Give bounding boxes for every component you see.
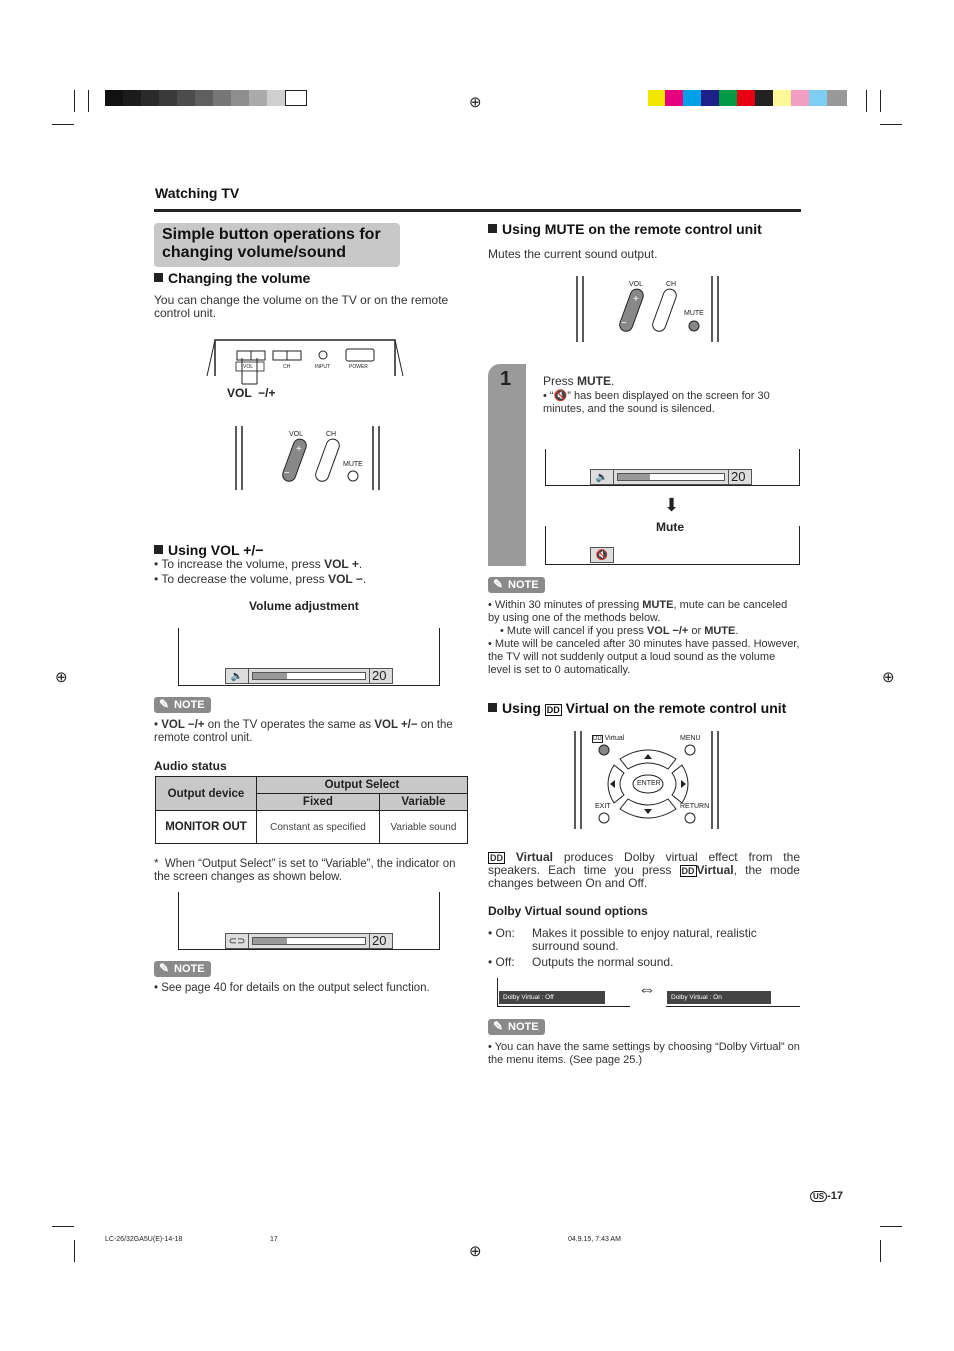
cell-variable: Variable sound	[379, 811, 467, 844]
registration-target-icon: ⊕	[882, 669, 895, 686]
mute-volume-value: 20	[728, 470, 751, 484]
virtual-button-label: DD Virtual	[593, 735, 625, 742]
region-badge: US	[810, 1191, 827, 1202]
registration-target-icon: ⊕	[469, 1243, 482, 1260]
svg-text:+: +	[296, 444, 302, 455]
vol-bullet-increase: • To increase the volume, press VOL +.	[154, 557, 363, 571]
virtual-option-off: • Off: Outputs the normal sound.	[488, 955, 674, 969]
dolby-icon: DD	[490, 853, 503, 863]
remote-vol-illustration	[233, 424, 383, 494]
col-variable: Variable	[379, 794, 467, 811]
enter-button-label: ENTER	[637, 780, 661, 787]
note3-bullet2: • Mute will be canceled after 30 minutes have passed. However, the TV will not suddenly output a loud sound as the volume level is set to 0 automatically.	[488, 638, 800, 676]
note3-subbullet: • Mute will cancel if you press VOL −/+ or MUTE.	[500, 625, 739, 637]
step-number: 1	[500, 368, 512, 390]
dolby-icon: DD	[546, 705, 560, 715]
volume-adjustment-title: Volume adjustment	[249, 599, 359, 613]
output-value: 20	[369, 934, 392, 948]
row-monitor-out: MONITOR OUT	[156, 811, 257, 844]
note-badge: ✎ NOTE	[488, 1019, 545, 1035]
audio-status-table	[155, 776, 468, 844]
page-title-line1: Simple button operations for	[162, 226, 381, 243]
note-badge: ✎ NOTE	[154, 961, 211, 977]
header-rule	[154, 209, 801, 212]
mute-intro: Mutes the current sound output.	[488, 247, 658, 261]
footer-datetime: 04.9.15, 7:43 AM	[568, 1236, 621, 1243]
step-bar	[488, 364, 526, 566]
heading-using-vol: Using VOL +/−	[154, 542, 263, 558]
note3-bullet1: • Within 30 minutes of pressing MUTE, mute can be canceled by using one of the methods below.	[488, 599, 788, 624]
cell-fixed: Constant as specified	[257, 811, 380, 844]
return-button-label: RETURN	[680, 803, 710, 810]
col-fixed: Fixed	[257, 794, 380, 811]
virtual-option-on: • On: Makes it possible to enjoy natural, realistic surround sound.	[488, 926, 757, 953]
page-number: US -17	[810, 1190, 843, 1202]
speaker-icon: 🔈	[226, 669, 249, 683]
note2-bullet: • See page 40 for details on the output select function.	[154, 982, 430, 994]
svg-text:−: −	[284, 468, 290, 479]
heading-using-virtual: Using DD Virtual on the remote control unit	[488, 700, 786, 716]
speaker-icon: 🔈	[591, 470, 614, 484]
mute-remote-label-ch: CH	[666, 281, 677, 288]
output-osd	[225, 933, 393, 949]
remote-mute-illustration	[572, 274, 724, 344]
vol-bullet-decrease: • To decrease the volume, press VOL −.	[154, 572, 367, 586]
audio-status-heading: Audio status	[154, 759, 227, 773]
mute-remote-label-vol: VOL	[629, 281, 644, 288]
col-output-select: Output Select	[257, 777, 468, 794]
audio-footnote: * When “Output Select” is set to “Variable”, the indicator on the screen changes as shown below.	[154, 858, 456, 883]
step-text: Press MUTE.	[543, 374, 615, 388]
mute-icon: 🔇	[595, 549, 609, 561]
panel-label-input: INPUT	[315, 364, 330, 370]
osd-virtual-off: Dolby Virtual : Off	[499, 991, 605, 1004]
section-title: Watching TV	[155, 185, 240, 201]
note-badge: ✎ NOTE	[154, 697, 211, 713]
mute-screen-after	[545, 526, 800, 565]
mute-osd-before	[590, 469, 752, 485]
mute-volume-bar	[617, 473, 725, 481]
volume-osd	[225, 668, 393, 684]
volume-value: 20	[369, 669, 392, 683]
toggle-arrow-icon: ⇔	[638, 979, 656, 999]
remote-label-vol: VOL	[289, 431, 304, 438]
registration-target-icon: ⊕	[55, 669, 68, 686]
virtual-options-title: Dolby Virtual sound options	[488, 904, 648, 918]
menu-button-label: MENU	[680, 735, 701, 742]
page-title-box	[154, 223, 400, 267]
output-bar	[252, 937, 366, 945]
mute-arrow-label: Mute	[656, 520, 684, 534]
svg-text:−: −	[621, 318, 627, 329]
note1-bullet: • VOL −/+ on the TV operates the same as VOL +/− on the remote control unit.	[154, 719, 453, 744]
step-bullet: • “🔇” has been displayed on the screen for 30 minutes, and the sound is silenced.	[543, 390, 770, 415]
osd-virtual-on: Dolby Virtual : On	[667, 991, 771, 1004]
virtual-description: DD Virtual produces Dolby virtual effect from the speakers. Each time you press DD Virtual, the mode changes between On and Off.	[488, 850, 800, 890]
output-icon: ⊂⊃	[226, 934, 249, 948]
page-title-line2: changing volume/sound	[162, 244, 347, 261]
panel-label-ch: CH	[283, 364, 291, 370]
tv-panel-illustration	[205, 336, 415, 416]
footer-page: 17	[270, 1236, 278, 1243]
note-badge: ✎ NOTE	[488, 577, 545, 593]
mute-remote-label-mute: MUTE	[684, 310, 704, 317]
heading-using-mute: Using MUTE on the remote control unit	[488, 221, 762, 237]
panel-label-power: POWER	[349, 364, 368, 370]
mute-osd-after	[590, 547, 614, 563]
arrow-down-icon: ⬇	[664, 495, 680, 515]
changing-volume-intro: You can change the volume on the TV or on the remote control unit.	[154, 293, 449, 320]
vol-caption: VOL −/+	[227, 386, 276, 400]
remote-label-mute: MUTE	[343, 461, 363, 468]
heading-changing-volume: Changing the volume	[154, 270, 310, 286]
panel-label-vol: VOL	[243, 364, 254, 370]
col-output-device: Output device	[156, 777, 257, 811]
remote-label-ch: CH	[326, 431, 337, 438]
dolby-icon: DD	[681, 866, 695, 876]
note4-bullet: • You can have the same settings by choosing “Dolby Virtual” on the menu items. (See page 25.)	[488, 1041, 800, 1066]
footer-code: LC-26/32GA5U(E)-14-18	[105, 1236, 183, 1243]
volume-bar	[252, 672, 366, 680]
svg-text:+: +	[633, 294, 639, 305]
registration-target-icon: ⊕	[469, 94, 482, 111]
exit-button-label: EXIT	[595, 803, 611, 810]
